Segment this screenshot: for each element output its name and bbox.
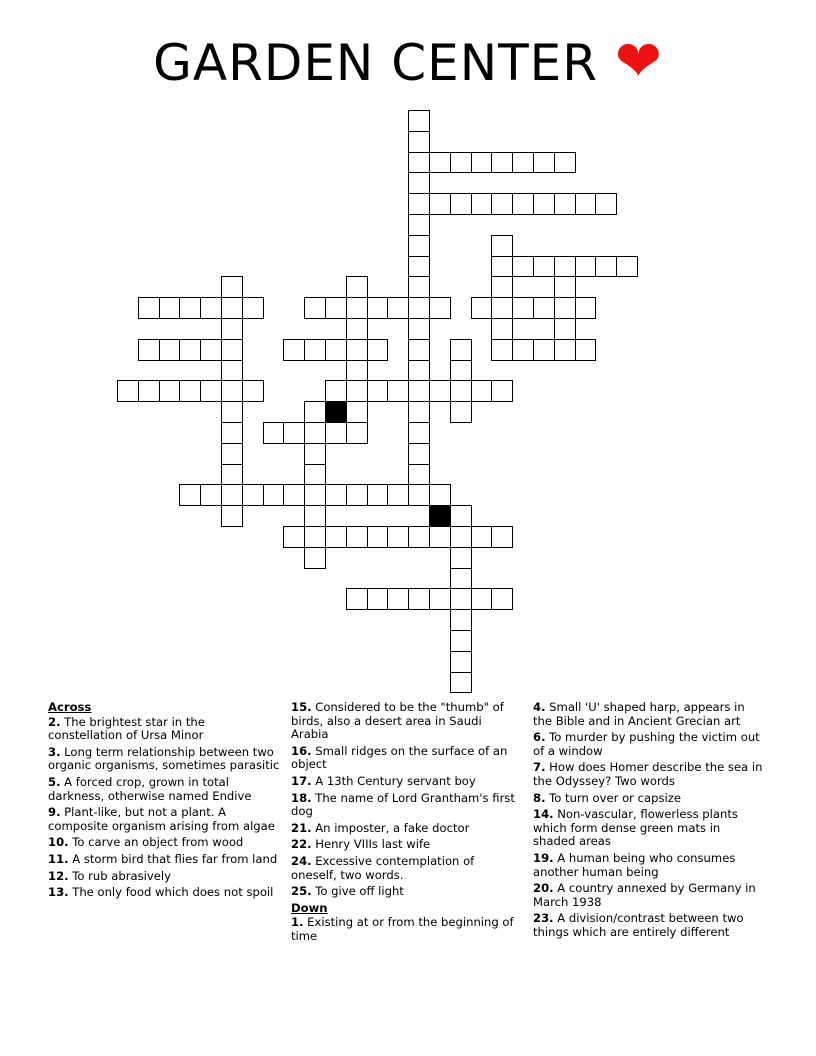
grid-cell[interactable]: [179, 297, 201, 319]
grid-cell[interactable]: [616, 256, 638, 278]
clues-column-3: [533, 701, 763, 943]
grid-cell[interactable]: [450, 630, 472, 652]
grid-cell[interactable]: [450, 526, 472, 548]
grid-cell[interactable]: [283, 422, 305, 444]
grid-cell[interactable]: [387, 588, 409, 610]
grid-cell[interactable]: [408, 360, 430, 382]
black-square: [429, 505, 451, 527]
grid-cell[interactable]: [554, 318, 576, 340]
grid-cell[interactable]: [221, 422, 243, 444]
grid-cell[interactable]: [450, 339, 472, 361]
across-clue: [48, 776, 280, 803]
grid-cell[interactable]: [491, 152, 513, 174]
grid-cell[interactable]: [554, 152, 576, 174]
grid-cell[interactable]: [491, 193, 513, 215]
grid-cell[interactable]: [533, 193, 555, 215]
clue-text: Small ridges on the surface of an object: [291, 743, 508, 772]
across-clue: [291, 792, 519, 819]
grid-cell[interactable]: [325, 526, 347, 548]
grid-cell[interactable]: [346, 588, 368, 610]
grid-cell[interactable]: [554, 276, 576, 298]
grid-cell[interactable]: [450, 547, 472, 569]
clue-text: To give off light: [311, 884, 404, 899]
grid-cell[interactable]: [200, 297, 222, 319]
grid-cell[interactable]: [221, 484, 243, 506]
clues-column-2: [291, 701, 519, 947]
grid-cell[interactable]: [221, 318, 243, 340]
clue-number: 24.: [291, 853, 312, 868]
grid-cell[interactable]: [367, 526, 389, 548]
grid-cell[interactable]: [595, 193, 617, 215]
grid-cell[interactable]: [387, 526, 409, 548]
clue-number: 5.: [48, 774, 61, 789]
grid-cell[interactable]: [387, 380, 409, 402]
grid-cell[interactable]: [304, 547, 326, 569]
grid-cell[interactable]: [491, 276, 513, 298]
clue-number: 4.: [533, 700, 546, 714]
across-clue: [48, 870, 280, 884]
grid-cell[interactable]: [367, 484, 389, 506]
grid-cell[interactable]: [450, 672, 472, 694]
grid-cell[interactable]: [408, 318, 430, 340]
grid-cell[interactable]: [575, 193, 597, 215]
grid-cell[interactable]: [450, 588, 472, 610]
grid-cell[interactable]: [408, 339, 430, 361]
grid-cell[interactable]: [450, 380, 472, 402]
down-clue: [533, 808, 763, 849]
grid-cell[interactable]: [221, 505, 243, 527]
grid-cell[interactable]: [512, 152, 534, 174]
clue-number: 10.: [48, 835, 69, 850]
across-clue: [48, 806, 280, 833]
grid-cell[interactable]: [387, 484, 409, 506]
clue-number: 13.: [48, 885, 69, 900]
grid-cell[interactable]: [408, 172, 430, 194]
across-clue: [48, 746, 280, 773]
clue-number: 16.: [291, 743, 312, 758]
down-clue: [533, 852, 763, 879]
grid-cell[interactable]: [325, 297, 347, 319]
clue-number: 22.: [291, 837, 312, 852]
grid-cell[interactable]: [429, 380, 451, 402]
grid-cell[interactable]: [450, 401, 472, 423]
grid-cell[interactable]: [221, 443, 243, 465]
down-clue: [291, 916, 519, 943]
grid-cell[interactable]: [304, 443, 326, 465]
grid-cell[interactable]: [200, 339, 222, 361]
grid-cell[interactable]: [221, 276, 243, 298]
grid-cell[interactable]: [283, 484, 305, 506]
clue-text: Long term relationship between two organic organisms, sometimes parasitic: [48, 744, 280, 773]
clue-number: 1.: [291, 915, 304, 930]
grid-cell[interactable]: [408, 588, 430, 610]
clue-text: The only food which does not spoil: [68, 885, 274, 900]
grid-cell[interactable]: [491, 297, 513, 319]
grid-cell[interactable]: [512, 297, 534, 319]
grid-cell[interactable]: [346, 297, 368, 319]
down-clue: [533, 792, 763, 806]
clue-number: 11.: [48, 851, 69, 866]
grid-cell[interactable]: [554, 193, 576, 215]
grid-cell[interactable]: [200, 484, 222, 506]
clue-number: 14.: [533, 807, 554, 822]
down-clue: [533, 761, 763, 788]
grid-cell[interactable]: [408, 401, 430, 423]
grid-cell[interactable]: [575, 256, 597, 278]
clue-text: A country annexed by Germany in March 1938: [533, 881, 756, 909]
across-clue-list-2: [291, 701, 519, 899]
grid-cell[interactable]: [491, 256, 513, 278]
heart-icon: ❤: [614, 29, 663, 94]
grid-cell[interactable]: [346, 422, 368, 444]
grid-cell[interactable]: [346, 276, 368, 298]
grid-cell[interactable]: [346, 526, 368, 548]
grid-cell[interactable]: [512, 339, 534, 361]
grid-cell[interactable]: [450, 193, 472, 215]
grid-cell[interactable]: [408, 235, 430, 257]
down-heading: Down: [291, 900, 328, 915]
grid-cell[interactable]: [450, 360, 472, 382]
grid-cell[interactable]: [221, 380, 243, 402]
grid-cell[interactable]: [408, 110, 430, 132]
grid-cell[interactable]: [263, 422, 285, 444]
grid-cell[interactable]: [408, 526, 430, 548]
across-clue: [291, 885, 519, 899]
grid-cell[interactable]: [117, 380, 139, 402]
clue-text: A division/contrast between two things which are entirely different: [533, 911, 744, 939]
grid-cell[interactable]: [408, 443, 430, 465]
grid-cell[interactable]: [221, 339, 243, 361]
across-clue: [291, 775, 519, 789]
grid-cell[interactable]: [283, 339, 305, 361]
down-clue: [533, 731, 763, 758]
across-clue: [291, 822, 519, 836]
clue-text: To rub abrasively: [68, 868, 171, 883]
grid-cell[interactable]: [408, 193, 430, 215]
grid-cell[interactable]: [304, 484, 326, 506]
grid-cell[interactable]: [554, 256, 576, 278]
clue-text: How does Homer describe the sea in the Odyssey? Two words: [533, 760, 763, 788]
clue-text: The brightest star in the constellation of Ursa Minor: [48, 714, 205, 743]
across-clue: [291, 838, 519, 852]
grid-cell[interactable]: [533, 339, 555, 361]
grid-cell[interactable]: [242, 380, 264, 402]
clues-column-1: [48, 701, 280, 903]
grid-cell[interactable]: [408, 464, 430, 486]
grid-cell[interactable]: [179, 484, 201, 506]
grid-cell[interactable]: [450, 505, 472, 527]
grid-cell[interactable]: [304, 297, 326, 319]
grid-cell[interactable]: [533, 152, 555, 174]
across-clue-list-1: [48, 716, 280, 900]
grid-cell[interactable]: [575, 339, 597, 361]
grid-cell[interactable]: [491, 526, 513, 548]
clue-number: 25.: [291, 884, 312, 899]
grid-cell[interactable]: [408, 152, 430, 174]
grid-cell[interactable]: [221, 464, 243, 486]
clue-text: Existing at or from the beginning of time: [291, 915, 514, 943]
grid-cell[interactable]: [200, 380, 222, 402]
grid-cell[interactable]: [138, 297, 160, 319]
grid-cell[interactable]: [408, 484, 430, 506]
grid-cell[interactable]: [304, 526, 326, 548]
grid-cell[interactable]: [159, 380, 181, 402]
title-text: GARDEN CENTER: [153, 34, 599, 92]
grid-cell[interactable]: [346, 401, 368, 423]
clue-number: 23.: [533, 911, 554, 926]
across-clue: [291, 701, 519, 742]
grid-cell[interactable]: [429, 193, 451, 215]
across-clue: [48, 716, 280, 743]
across-clue: [48, 836, 280, 850]
down-clue-list-2: [533, 701, 763, 940]
grid-cell[interactable]: [159, 297, 181, 319]
grid-cell[interactable]: [408, 214, 430, 236]
grid-cell[interactable]: [367, 588, 389, 610]
grid-cell[interactable]: [491, 318, 513, 340]
grid-cell[interactable]: [450, 568, 472, 590]
grid-cell[interactable]: [595, 256, 617, 278]
across-clue: [291, 745, 519, 772]
grid-cell[interactable]: [367, 297, 389, 319]
clue-text: To carve an object from wood: [68, 835, 244, 850]
grid-cell[interactable]: [304, 422, 326, 444]
grid-cell[interactable]: [429, 152, 451, 174]
grid-cell[interactable]: [450, 152, 472, 174]
grid-cell[interactable]: [304, 464, 326, 486]
grid-cell[interactable]: [221, 401, 243, 423]
grid-cell[interactable]: [512, 256, 534, 278]
grid-cell[interactable]: [575, 297, 597, 319]
grid-cell[interactable]: [159, 339, 181, 361]
grid-cell[interactable]: [387, 297, 409, 319]
grid-cell[interactable]: [221, 360, 243, 382]
clue-number: 6.: [533, 730, 546, 745]
grid-cell[interactable]: [325, 339, 347, 361]
grid-cell[interactable]: [179, 380, 201, 402]
clue-text: To turn over or capsize: [545, 790, 681, 805]
clue-text: A storm bird that flies far from land: [68, 851, 278, 866]
grid-cell[interactable]: [179, 339, 201, 361]
clue-number: 9.: [48, 805, 61, 820]
clue-text: Excessive contemplation of oneself, two words.: [291, 853, 475, 882]
grid-cell[interactable]: [471, 588, 493, 610]
clue-number: 7.: [533, 760, 546, 775]
grid-cell[interactable]: [263, 484, 285, 506]
down-clue: [533, 882, 763, 909]
across-clue: [48, 853, 280, 867]
down-clue: [533, 912, 763, 939]
grid-cell[interactable]: [450, 651, 472, 673]
grid-cell[interactable]: [450, 609, 472, 631]
clue-text: Plant-like, but not a plant. A composite organism arising from algae: [48, 805, 275, 833]
grid-cell[interactable]: [554, 339, 576, 361]
grid-cell[interactable]: [346, 360, 368, 382]
grid-cell[interactable]: [408, 276, 430, 298]
clue-text: Small 'U' shaped harp, appears in the Bible and in Ancient Grecian art: [533, 700, 745, 728]
grid-cell[interactable]: [491, 588, 513, 610]
clue-number: 2.: [48, 714, 61, 729]
clue-number: 20.: [533, 881, 554, 896]
grid-cell[interactable]: [346, 339, 368, 361]
grid-cell[interactable]: [242, 484, 264, 506]
grid-cell[interactable]: [471, 526, 493, 548]
clue-number: 12.: [48, 868, 69, 883]
clue-text: To murder by pushing the victim out of a window: [533, 730, 760, 758]
grid-cell[interactable]: [304, 339, 326, 361]
grid-cell[interactable]: [367, 339, 389, 361]
grid-cell[interactable]: [408, 422, 430, 444]
grid-cell[interactable]: [325, 484, 347, 506]
clue-number: 21.: [291, 820, 312, 835]
across-heading: Across: [48, 700, 92, 714]
down-clue: [533, 701, 763, 728]
grid-cell[interactable]: [138, 380, 160, 402]
grid-cell[interactable]: [491, 339, 513, 361]
grid-cell[interactable]: [429, 484, 451, 506]
clue-number: 15.: [291, 700, 312, 714]
black-square: [325, 401, 347, 423]
grid-cell[interactable]: [554, 297, 576, 319]
grid-cell[interactable]: [512, 193, 534, 215]
grid-cell[interactable]: [533, 297, 555, 319]
clue-text: A forced crop, grown in total darkness, otherwise named Endive: [48, 774, 252, 803]
clue-number: 19.: [533, 850, 554, 865]
grid-cell[interactable]: [283, 526, 305, 548]
grid-cell[interactable]: [533, 256, 555, 278]
grid-cell[interactable]: [471, 152, 493, 174]
grid-cell[interactable]: [346, 380, 368, 402]
grid-cell[interactable]: [471, 380, 493, 402]
grid-cell[interactable]: [367, 380, 389, 402]
clue-number: 17.: [291, 773, 312, 788]
clue-text: A 13th Century servant boy: [311, 773, 476, 788]
clue-number: 8.: [533, 790, 546, 805]
grid-cell[interactable]: [325, 380, 347, 402]
grid-cell[interactable]: [304, 505, 326, 527]
grid-cell[interactable]: [304, 401, 326, 423]
grid-cell[interactable]: [242, 297, 264, 319]
grid-cell[interactable]: [325, 422, 347, 444]
grid-cell[interactable]: [491, 235, 513, 257]
down-clue-list-1: [291, 916, 519, 943]
clue-text: An imposter, a fake doctor: [311, 820, 470, 835]
grid-cell[interactable]: [429, 588, 451, 610]
grid-cell[interactable]: [138, 339, 160, 361]
across-clue: [48, 886, 280, 900]
grid-cell[interactable]: [346, 318, 368, 340]
grid-cell[interactable]: [471, 193, 493, 215]
clue-number: 18.: [291, 790, 312, 805]
grid-cell[interactable]: [408, 256, 430, 278]
clue-number: 3.: [48, 744, 61, 759]
grid-cell[interactable]: [491, 380, 513, 402]
clue-text: The name of Lord Grantham's first dog: [291, 790, 515, 819]
grid-cell[interactable]: [221, 297, 243, 319]
grid-cell[interactable]: [429, 297, 451, 319]
clue-text: Non-vascular, flowerless plants which form dense green mats in shaded areas: [533, 807, 738, 849]
grid-cell[interactable]: [471, 297, 493, 319]
grid-cell[interactable]: [346, 484, 368, 506]
grid-cell[interactable]: [429, 526, 451, 548]
across-clue: [291, 855, 519, 882]
clue-text: A human being who consumes another human being: [533, 850, 736, 879]
grid-cell[interactable]: [408, 131, 430, 153]
clue-text: Henry VIIIs last wife: [311, 837, 431, 852]
clue-text: Considered to be the "thumb" of birds, also a desert area in Saudi Arabia: [291, 700, 504, 742]
grid-cell[interactable]: [408, 297, 430, 319]
